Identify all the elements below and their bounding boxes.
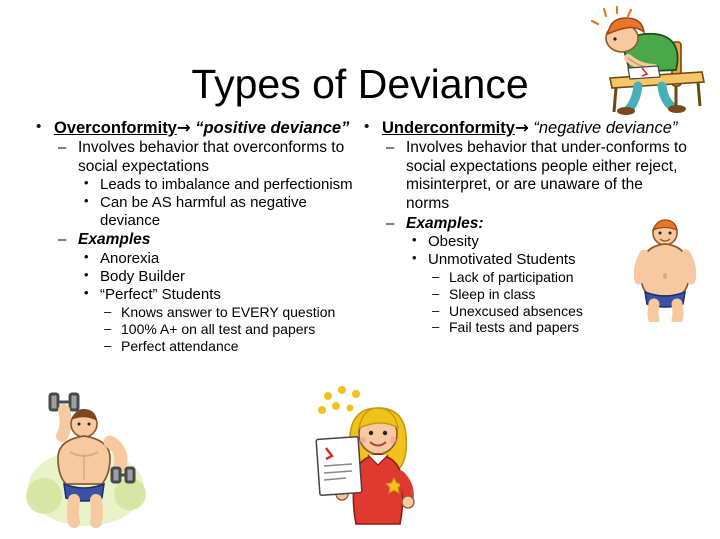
list-item (54, 231, 362, 354)
example-text: “Perfect” Students (100, 285, 221, 303)
examples-label: Examples: (406, 214, 484, 232)
list-item (382, 139, 690, 213)
list-item (78, 194, 362, 230)
bullet-icon: – (432, 302, 440, 318)
bullet-icon: – (386, 214, 395, 232)
list-item (78, 286, 362, 354)
detail-text: Sleep in class (449, 285, 536, 302)
list-item (32, 118, 362, 354)
bullet-icon: – (104, 303, 112, 319)
bullet-icon: • (364, 118, 370, 135)
detail-text: Perfect attendance (121, 337, 239, 354)
detail-text: Fail tests and papers (449, 319, 579, 336)
arrow-icon: → (176, 118, 191, 137)
list-item (54, 139, 362, 230)
list-item (78, 250, 362, 268)
list-item (78, 176, 362, 194)
bullet-icon: • (84, 193, 89, 209)
bullet-icon: • (412, 232, 417, 248)
list-item (100, 338, 362, 355)
perfect-students-list (100, 304, 362, 354)
bullet-icon: – (58, 139, 67, 157)
obese-man-illustration (634, 218, 696, 322)
girl-holding-test-illustration (312, 382, 444, 534)
example-text: Obesity (428, 233, 479, 251)
list-item (428, 319, 690, 336)
bullet-icon: – (432, 269, 440, 285)
page-title: Types of Deviance (191, 61, 529, 108)
detail-text: Lack of participation (449, 269, 574, 286)
example-text: Unmotivated Students (428, 251, 576, 269)
bodybuilder-illustration (26, 388, 146, 528)
effect-text: Can be AS harmful as negative deviance (100, 194, 307, 230)
list-item (100, 321, 362, 338)
bullet-icon: • (36, 118, 42, 135)
bullet-icon: – (104, 337, 112, 353)
overconformity-sublist (54, 139, 362, 354)
detail-text: Unexcused absences (449, 302, 583, 319)
left-top-list (32, 118, 362, 354)
overconformity-effects-list (78, 176, 362, 230)
bullet-icon: • (84, 266, 89, 282)
bullet-icon: • (412, 250, 417, 266)
bullet-icon: – (432, 319, 440, 335)
underconformity-heading (382, 119, 677, 137)
arrow-icon: → (514, 118, 529, 137)
bullet-icon: – (386, 139, 395, 157)
detail-text: 100% A+ on all test and papers (121, 320, 316, 337)
overconformity-term: Overconformity (54, 119, 177, 137)
student-at-desk-illustration (584, 6, 714, 116)
list-item (78, 268, 362, 286)
involves-behavior-text: Involves behavior that under-conforms to social expectations people either reject, misinterpret, or are unaware of the norms (406, 139, 687, 212)
bullet-icon: – (58, 231, 67, 249)
overconformity-examples-list (78, 250, 362, 354)
bullet-icon: – (104, 320, 112, 336)
list-item (100, 304, 362, 321)
underconformity-definition: “negative deviance” (533, 119, 678, 137)
detail-text: Knows answer to EVERY question (121, 303, 336, 320)
examples-label: Examples (78, 231, 151, 249)
example-text: Body Builder (100, 267, 186, 285)
overconformity-heading (54, 119, 349, 137)
overconformity-definition: “positive deviance” (195, 119, 350, 137)
involves-behavior-text: Involves behavior that overconforms to social expectations (78, 139, 345, 175)
bullet-icon: • (84, 248, 89, 264)
bullet-icon: • (84, 284, 89, 300)
example-text: Anorexia (100, 249, 160, 267)
bullet-icon: • (84, 175, 89, 191)
bullet-icon: – (432, 285, 440, 301)
effect-text: Leads to imbalance and perfectionism (100, 176, 353, 194)
left-column (32, 118, 362, 356)
underconformity-term: Underconformity (382, 119, 515, 137)
